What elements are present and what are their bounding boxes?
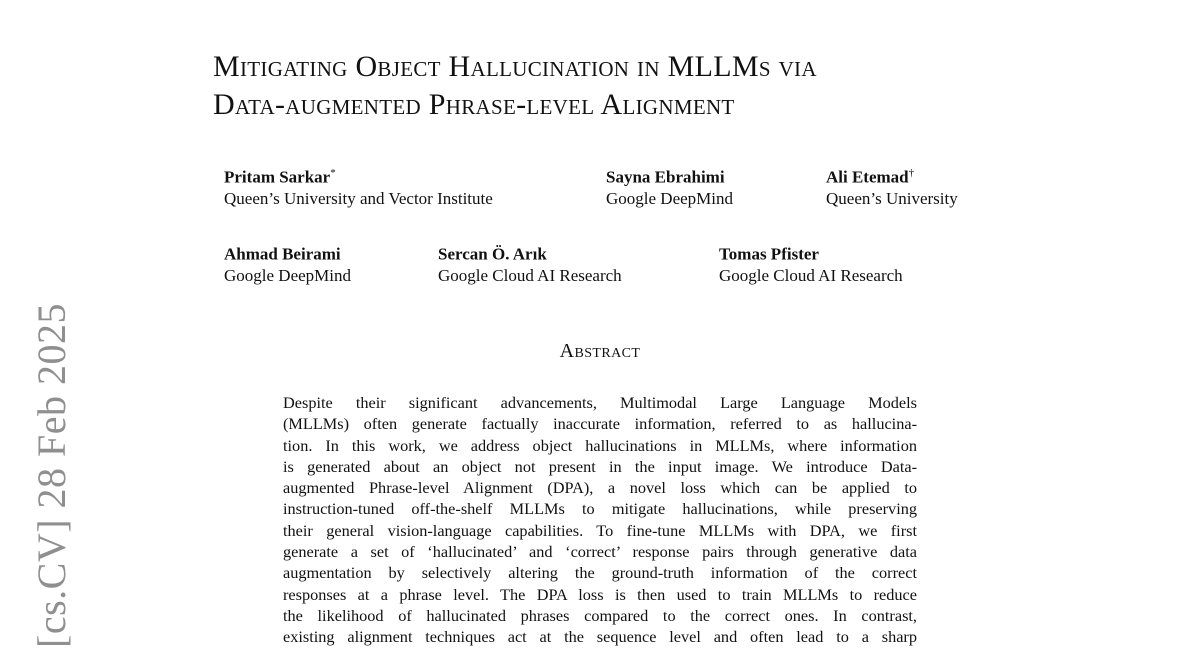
abstract-line: tion. In this work, we address object hallucinations in MLLMs, where information (283, 435, 917, 455)
author-affiliation: Google Cloud AI Research (719, 265, 903, 285)
author-affiliation: Queen’s University (826, 188, 958, 208)
abstract-line: Despite their significant advancements, Multimodal Large Language Models (283, 393, 917, 412)
author-footnote-mark: * (330, 167, 336, 179)
paper-title-line-2: Data-augmented Phrase-level Alignment (213, 88, 735, 121)
abstract-line: (MLLMs) often generate factually inaccurate information, referred to as hallucina- (283, 414, 917, 434)
author-affiliation: Google DeepMind (606, 188, 734, 208)
abstract-line: augmentation by selectively altering the ground-truth information of the correct (283, 563, 917, 583)
author-block (606, 163, 733, 209)
abstract-line: is generated about an object not present in the input image. We introduce Data- (283, 456, 917, 476)
paper-title-line-1: Mitigating Object Hallucination in MLLMs via (213, 50, 817, 83)
abstract-body (283, 392, 917, 648)
author-block (224, 240, 351, 286)
author-name: Pritam Sarkar* (224, 167, 336, 187)
author-block (438, 240, 622, 286)
author-affiliation: Google Cloud AI Research (438, 265, 622, 285)
abstract-line: responses at a phrase level. The DPA loss is then used to train MLLMs to reduce (283, 584, 917, 604)
abstract-line: the likelihood of hallucinated phrases compared to the correct ones. In contrast, (283, 605, 917, 625)
author-footnote-mark: † (908, 167, 915, 179)
abstract-line: existing alignment techniques act at the sequence level and often lead to a sharp (283, 627, 917, 647)
author-block (719, 240, 903, 286)
author-name: Sayna Ebrahimi (606, 167, 725, 187)
author-affiliation: Queen’s University and Vector Institute (224, 188, 493, 208)
author-name: Ali Etemad† (826, 167, 915, 187)
author-name: Ahmad Beirami (224, 244, 341, 264)
abstract-line: instruction-tuned off-the-shelf MLLMs to mitigate hallucinations, while preserving (283, 499, 917, 519)
author-name: Sercan Ö. Arık (438, 244, 547, 264)
author-block (224, 163, 493, 209)
author-block (826, 163, 958, 209)
author-affiliation: Google DeepMind (224, 265, 352, 285)
abstract-heading: Abstract (559, 340, 641, 362)
paper-title (213, 48, 1033, 124)
abstract-line: generate a set of ‘hallucinated’ and ‘correct’ response pairs through generative data (283, 542, 917, 562)
author-name: Tomas Pfister (719, 244, 819, 264)
abstract-line: augmented Phrase-level Alignment (DPA), a novel loss which can be applied to (283, 478, 917, 498)
abstract-line: their general vision-language capabilities. To fine-tune MLLMs with DPA, we first (283, 520, 917, 540)
arxiv-identifier-stamp: [cs.CV] 28 Feb 2025 (29, 302, 74, 648)
